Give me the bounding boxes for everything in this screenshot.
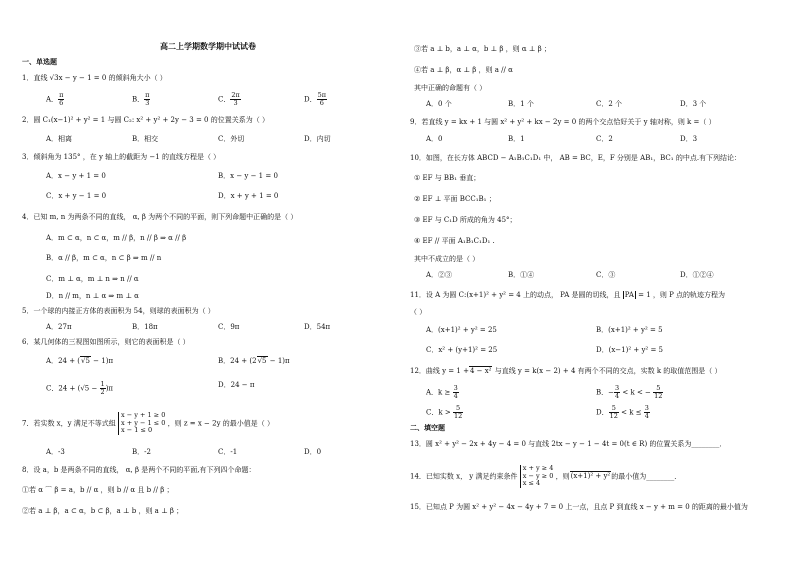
q8-question: 其中正确的命题有（ ）: [414, 84, 487, 92]
q1-option-a[interactable]: A． $\frac{\pi}{6}$: [46, 91, 64, 107]
q7-stem: 7．若实数 x，y 满足不等式组 x − y + 1 ≥ 0 x + y − 1 ≤ 0 x − 1 ≤ 0 ，则 z = x − 2y 的最小值是（ ）: [22, 411, 274, 434]
q7-option-c[interactable]: C．-1: [218, 448, 238, 456]
q9-option-b[interactable]: B．1: [508, 135, 525, 143]
q15-stem: 15．已知点 P 为圆 x² + y² − 4x − 4y + 7 = 0 上一点，且点 P 到直线 x − y + m = 0 的距离的最小值为: [410, 503, 748, 511]
q2-option-c[interactable]: C．外切: [218, 135, 245, 143]
q8-proposition-1: ①若 α ⌒ β = a，b // α ，则 b // α 且 b // β ；: [22, 486, 174, 494]
q12-stem: 12．曲线 y = 1 +4 − x² 与直线 y = k(x − 2) + 4 有两个不同的交点，实数 k 的取值范围是（ ）: [410, 367, 722, 375]
q4-option-a[interactable]: A．m ⊂ α，n ⊂ α，m // β，n // β ⇒ α // β: [46, 234, 187, 242]
q10-option-c[interactable]: C．③: [596, 271, 616, 279]
q5-option-d[interactable]: D．54π: [304, 323, 331, 331]
q8-proposition-4: ④若 a ⊥ β，α ⊥ β ，则 a // α: [414, 66, 513, 74]
q2-option-b[interactable]: B．相交: [132, 135, 159, 143]
right-column: [410, 0, 785, 561]
section-fill-blank: 二、填空题: [410, 424, 445, 432]
left-column: [22, 0, 397, 561]
q12-option-c[interactable]: C．k > $\frac{5}{12}$: [426, 404, 463, 420]
q6-option-c[interactable]: C．24 + (√5 − $\frac{1}{2}$ )π: [46, 380, 114, 396]
q12-option-b[interactable]: B．− $\frac{3}{4}$ < k < − $\frac{5}{12}$: [596, 384, 663, 400]
q7-option-b[interactable]: B．-2: [132, 448, 151, 456]
q3-option-b[interactable]: B．x − y − 1 = 0: [218, 172, 278, 180]
q6-option-a[interactable]: A．24 + (√5 − 1)π: [46, 357, 114, 365]
q5-option-c[interactable]: C．9π: [218, 323, 240, 331]
q14-stem: 14．已知实数 x， y 满足约束条件 x + y ≥ 4 x − y ≥ 0 x ≤ 4 ，则(x+1)² + y²的最小值为________．: [410, 464, 682, 487]
q7-option-d[interactable]: D．0: [304, 448, 322, 456]
q6-stem: 6．某几何体的三视图如图所示，则它的表面积是（ ）: [22, 338, 190, 346]
q10-question: 其中不成立的是（ ）: [414, 255, 480, 263]
q2-stem: 2．圆 C₁(x−1)² + y² = 1 与圆 C₂: x² + y² + 2y − 3 = 0 的位置关系为（ ）: [22, 116, 269, 124]
q6-option-d[interactable]: D．24 − π: [218, 381, 255, 389]
exam-title: 高二上学期数学期中试试卷: [160, 42, 256, 51]
q11-stem-end: （ ）: [410, 308, 427, 316]
q8-option-c[interactable]: C．2 个: [596, 100, 623, 108]
q7-option-a[interactable]: A．-3: [46, 448, 65, 456]
q11-option-b[interactable]: B．(x+1)² + y² = 5: [596, 326, 663, 334]
q7-constraint-system: x − y + 1 ≥ 0 x + y − 1 ≤ 0 x − 1 ≤ 0: [118, 412, 165, 435]
q3-option-d[interactable]: D．x + y + 1 = 0: [218, 192, 279, 200]
q9-option-c[interactable]: C．2: [596, 135, 613, 143]
q8-option-d[interactable]: D．3 个: [680, 100, 707, 108]
q3-stem: 3．倾斜角为 135° ，在 y 轴上的截距为 −1 的直线方程是（ ）: [22, 153, 221, 161]
q12-option-d[interactable]: D． $\frac{5}{12}$ < k ≤ $\frac{3}{4}$: [596, 404, 649, 420]
q8-proposition-2: ②若 a ⊥ β，a ⊂ α，b ⊂ β，a ⊥ b ，则 a ⊥ β ；: [22, 507, 184, 515]
q1-option-c[interactable]: C． $\frac{2\pi}{3}$: [218, 91, 240, 107]
q11-option-c[interactable]: C．x² + (y+1)² = 25: [426, 346, 498, 354]
q10-option-d[interactable]: D．①②④: [680, 271, 714, 279]
q8-stem: 8．设 a，b 是两条不同的直线， α, β 是两个不同的平面,有下列四个命题：: [22, 466, 256, 474]
q4-option-d[interactable]: D．n // m，n ⊥ α ⇒ m ⊥ α: [46, 292, 139, 300]
q10-option-a[interactable]: A．②③: [426, 271, 453, 279]
q10-conclusion-2: ② EF ⊥ 平面 BCC₁B₁ ；: [414, 195, 496, 203]
q10-conclusion-3: ③ EF 与 C₁D 所成的角为 45°；: [414, 216, 517, 224]
q4-option-b[interactable]: B．α // β，m ⊂ α，n ⊂ β ⇒ m // n: [46, 254, 162, 262]
q4-option-c[interactable]: C．m ⊥ α，m ⊥ n ⇒ n // α: [46, 275, 139, 283]
q12-option-a[interactable]: A．k ≥ $\frac{3}{4}$: [426, 384, 458, 400]
q1-option-b[interactable]: B． $\frac{\pi}{3}$: [132, 91, 150, 107]
q13-stem: 13．圆 x² + y² − 2x + 4y − 4 = 0 与直线 2tx − y − 1 − 4t = 0(t ∈ R) 的位置关系为________．: [410, 440, 727, 448]
q8-proposition-3: ③若 a ⊥ b，a ⊥ α，b ⊥ β ，则 α ⊥ β ；: [414, 45, 551, 53]
q9-option-d[interactable]: D．3: [680, 135, 698, 143]
q1-stem: 1．直线 √3x − y − 1 = 0 的倾斜角大小（ ）: [22, 74, 167, 82]
q10-conclusion-4: ④ EF // 平面 A₁B₁C₁D₁ .: [414, 237, 495, 245]
section-single-choice: 一、单选题: [22, 58, 57, 66]
q5-option-b[interactable]: B．18π: [132, 323, 158, 331]
q10-option-b[interactable]: B．①④: [508, 271, 535, 279]
q8-option-b[interactable]: B．1 个: [508, 100, 534, 108]
q8-option-a[interactable]: A．0 个: [426, 100, 452, 108]
q6-option-b[interactable]: B．24 + (2√5 − 1)π: [218, 357, 290, 365]
q9-option-a[interactable]: A．0: [426, 135, 443, 143]
q4-stem: 4．已知 m, n 为两条不同的直线， α, β 为两个不同的平面，则下列命题中正确的是（ ）: [22, 213, 298, 221]
q2-option-d[interactable]: D．内切: [304, 135, 331, 143]
q9-stem: 9．若直线 y = kx + 1 与圆 x² + y² + kx − 2y = 0 的两个交点恰好关于 y 轴对称，则 k =（ ）: [410, 118, 716, 126]
q11-stem: 11．设 A 为圆 C:(x+1)² + y² = 4 上的动点， PA 是圆的切线，且 PA = 1 ，则 P 点的轨迹方程为: [410, 291, 726, 299]
q11-option-d[interactable]: D．(x−1)² + y² = 5: [596, 346, 663, 354]
q5-option-a[interactable]: A．27π: [46, 323, 72, 331]
q11-option-a[interactable]: A．(x+1)² + y² = 25: [426, 326, 497, 334]
q2-option-a[interactable]: A．相离: [46, 135, 73, 143]
q5-stem: 5．一个球的内接正方体的表面积为 54，则球的表面积为（ ）: [22, 307, 215, 315]
q3-option-c[interactable]: C．x + y − 1 = 0: [46, 192, 107, 200]
q1-option-d[interactable]: D． $\frac{5\pi}{6}$: [304, 91, 327, 107]
q14-constraint-system: x + y ≥ 4 x − y ≥ 0 x ≤ 4: [520, 465, 554, 488]
q3-option-a[interactable]: A．x − y + 1 = 0: [46, 172, 106, 180]
q10-conclusion-1: ① EF 与 BB₁ 垂直；: [414, 174, 481, 182]
q10-stem: 10．如图，在长方体 ABCD − A₁B₁C₁D₁ 中， AB = BC，E，F 分别是 AB₁，BC₁ 的中点.有下列结论：: [410, 154, 742, 162]
